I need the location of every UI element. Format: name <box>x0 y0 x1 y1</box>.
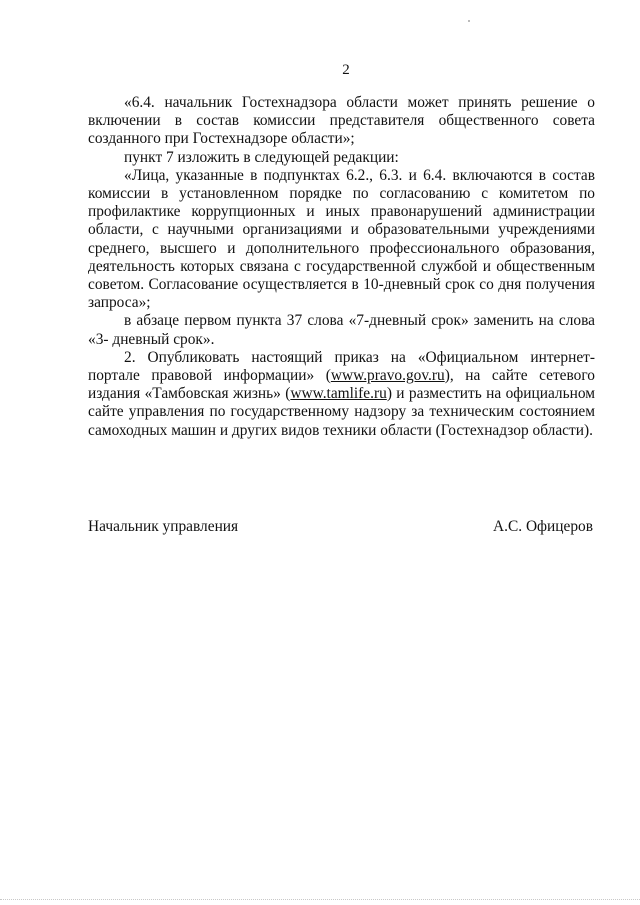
paragraph-p4 <box>88 312 595 348</box>
paragraph-p1 <box>88 94 595 149</box>
scan-edge-artifact <box>0 899 640 903</box>
signatory-position: Начальник управления <box>88 518 239 535</box>
page-number: 2 <box>342 62 350 78</box>
paragraph-p2 <box>88 149 595 167</box>
signatory-name: А.С. Офицеров <box>493 518 593 535</box>
link-pravo[interactable]: www.pravo.gov.ru <box>330 367 445 385</box>
paragraph-text: 2. Опубликовать настоящий приказ на «Официальном интернет-портале правовой информации» ( <box>88 348 595 385</box>
scan-artifact <box>468 20 470 22</box>
paragraph-text: ) и разместить на официальном сайте управления по государственному надзору за техническим состоянием самоходных машин и других видов техники области (Гостехнадзор области). <box>88 385 596 439</box>
paragraph-text: пункт 7 изложить в следующей редакции: <box>124 148 399 166</box>
paragraph-text: в абзаце первом пункта 37 слова «7-дневный срок» заменить на слова «3- дневный срок». <box>88 312 595 348</box>
paragraph-text: ), на сайте сетевого издания «Тамбовская жизнь» ( <box>88 367 595 403</box>
link-tamlife[interactable]: www.tamlife.ru <box>290 385 387 403</box>
paragraph-text: «Лица, указанные в подпунктах 6.2., 6.3. и 6.4. включаются в состав комиссии в установленном порядке по согласованию с комитетом по профилактике коррупционных и иных правонарушений администрации области, с научными организациями и образовательными учреждениями среднего, высшего и дополнительного профессионального образования, деятельность которых связана с государственной службой и общественным советом. Согласование осуществляется в 10-дневный срок со дня получения запроса»; <box>88 166 595 312</box>
paragraph-text: «6.4. начальник Гостехнадзора области может принять решение о включении в состав комиссии представителя общественного совета созданного при Гостехнадзоре области»; <box>88 94 595 148</box>
signature-block <box>88 518 593 536</box>
document-body <box>88 94 595 440</box>
paragraph-p5 <box>88 349 595 440</box>
paragraph-p3 <box>88 167 595 313</box>
